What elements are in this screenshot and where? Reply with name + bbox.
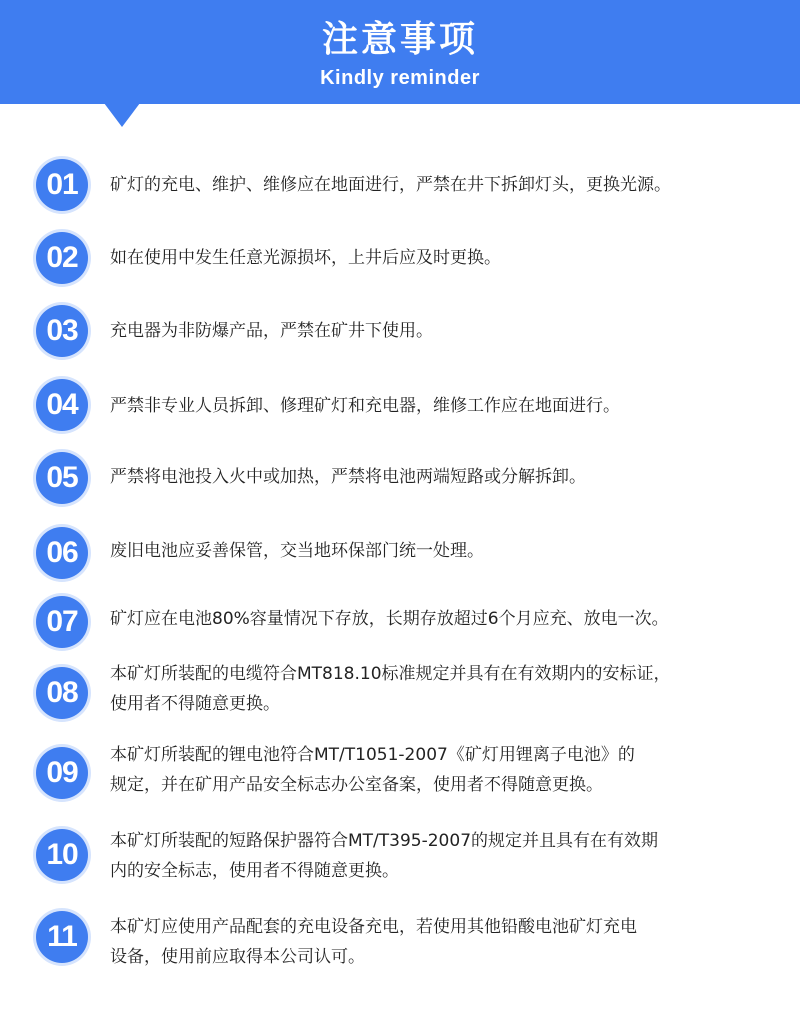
notice-line: 废旧电池应妥善保管，交当地环保部门统一处理。 xyxy=(110,541,484,561)
number-badge: 01 xyxy=(36,159,88,211)
notice-line: 严禁非专业人员拆卸、修理矿灯和充电器，维修工作应在地面进行。 xyxy=(110,396,620,416)
notice-line: 使用者不得随意更换。 xyxy=(110,694,280,714)
notice-line: 充电器为非防爆产品，严禁在矿井下使用。 xyxy=(110,321,433,341)
notice-text xyxy=(110,659,770,719)
notice-line: 矿灯应在电池80%容量情况下存放，长期存放超过6个月应充、放电一次。 xyxy=(110,609,669,629)
notice-line: 内的安全标志，使用者不得随意更换。 xyxy=(110,861,399,881)
page-subtitle: Kindly reminder xyxy=(320,67,480,89)
notice-line: 矿灯的充电、维护、维修应在地面进行，严禁在井下拆卸灯头，更换光源。 xyxy=(110,175,671,195)
notice-text xyxy=(110,170,770,200)
number-badge: 04 xyxy=(36,379,88,431)
notice-text xyxy=(110,316,770,346)
number-badge: 10 xyxy=(36,829,88,881)
notice-line: 规定，并在矿用产品安全标志办公室备案，使用者不得随意更换。 xyxy=(110,775,603,795)
banner-pointer-icon xyxy=(104,103,140,127)
notice-line: 本矿灯应使用产品配套的充电设备充电，若使用其他铅酸电池矿灯充电 xyxy=(110,917,637,937)
number-badge: 03 xyxy=(36,305,88,357)
notice-line: 如在使用中发生任意光源损坏，上井后应及时更换。 xyxy=(110,248,501,268)
notice-line: 本矿灯所装配的锂电池符合MT/T1051-2007《矿灯用锂离子电池》的 xyxy=(110,745,635,765)
notice-text xyxy=(110,391,770,421)
number-badge: 09 xyxy=(36,747,88,799)
number-badge: 08 xyxy=(36,667,88,719)
notice-text xyxy=(110,826,770,886)
notice-text xyxy=(110,462,770,492)
number-badge: 06 xyxy=(36,527,88,579)
number-badge: 07 xyxy=(36,596,88,648)
number-badge: 11 xyxy=(36,911,88,963)
page-title: 注意事项 xyxy=(321,19,478,60)
notice-line: 设备，使用前应取得本公司认可。 xyxy=(110,947,365,967)
notice-line: 严禁将电池投入火中或加热，严禁将电池两端短路或分解拆卸。 xyxy=(110,467,586,487)
notice-text xyxy=(110,243,770,273)
number-badge: 02 xyxy=(36,232,88,284)
notice-line: 本矿灯所装配的电缆符合MT818.10标准规定并具有在有效期内的安标证， xyxy=(110,664,671,684)
notice-text xyxy=(110,604,770,634)
header-banner xyxy=(0,0,800,104)
notice-line: 本矿灯所装配的短路保护器符合MT/T395-2007的规定并且具有在有效期 xyxy=(110,831,659,851)
notice-text xyxy=(110,740,770,800)
notice-text xyxy=(110,912,770,972)
notice-text xyxy=(110,536,770,566)
number-badge: 05 xyxy=(36,452,88,504)
